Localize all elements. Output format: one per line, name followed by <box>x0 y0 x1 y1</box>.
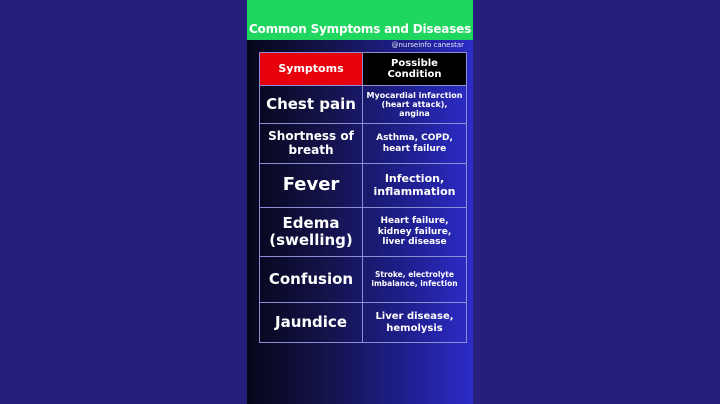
header-symptoms: Symptoms <box>260 53 363 86</box>
condition-cell: Stroke, electrolyte imbalance, infection <box>363 257 467 303</box>
symptom-cell: Edema (swelling) <box>260 208 363 257</box>
page-title: Common Symptoms and Diseases <box>248 22 472 36</box>
header-condition: Possible Condition <box>363 53 467 86</box>
symptom-cell: Chest pain <box>260 86 363 124</box>
infographic-panel <box>247 0 473 404</box>
condition-cell: Liver disease, hemolysis <box>363 303 467 343</box>
table-header-row <box>260 53 467 86</box>
symptom-cell: Jaundice <box>260 303 363 343</box>
symptom-cell: Fever <box>260 164 363 208</box>
condition-cell: Heart failure, kidney failure, liver disease <box>363 208 467 257</box>
table-row <box>260 303 467 343</box>
table-row <box>260 257 467 303</box>
condition-cell: Myocardial infarction (heart attack), angina <box>363 86 467 124</box>
symptoms-table <box>259 52 467 343</box>
table-row <box>260 86 467 124</box>
title-bar <box>247 0 473 40</box>
table-row <box>260 164 467 208</box>
symptom-cell: Confusion <box>260 257 363 303</box>
table-row <box>260 124 467 164</box>
condition-cell: Infection, inflammation <box>363 164 467 208</box>
table-row <box>260 208 467 257</box>
watermark: @nurseinfo canestar <box>391 41 464 49</box>
symptom-cell: Shortness of breath <box>260 124 363 164</box>
condition-cell: Asthma, COPD, heart failure <box>363 124 467 164</box>
